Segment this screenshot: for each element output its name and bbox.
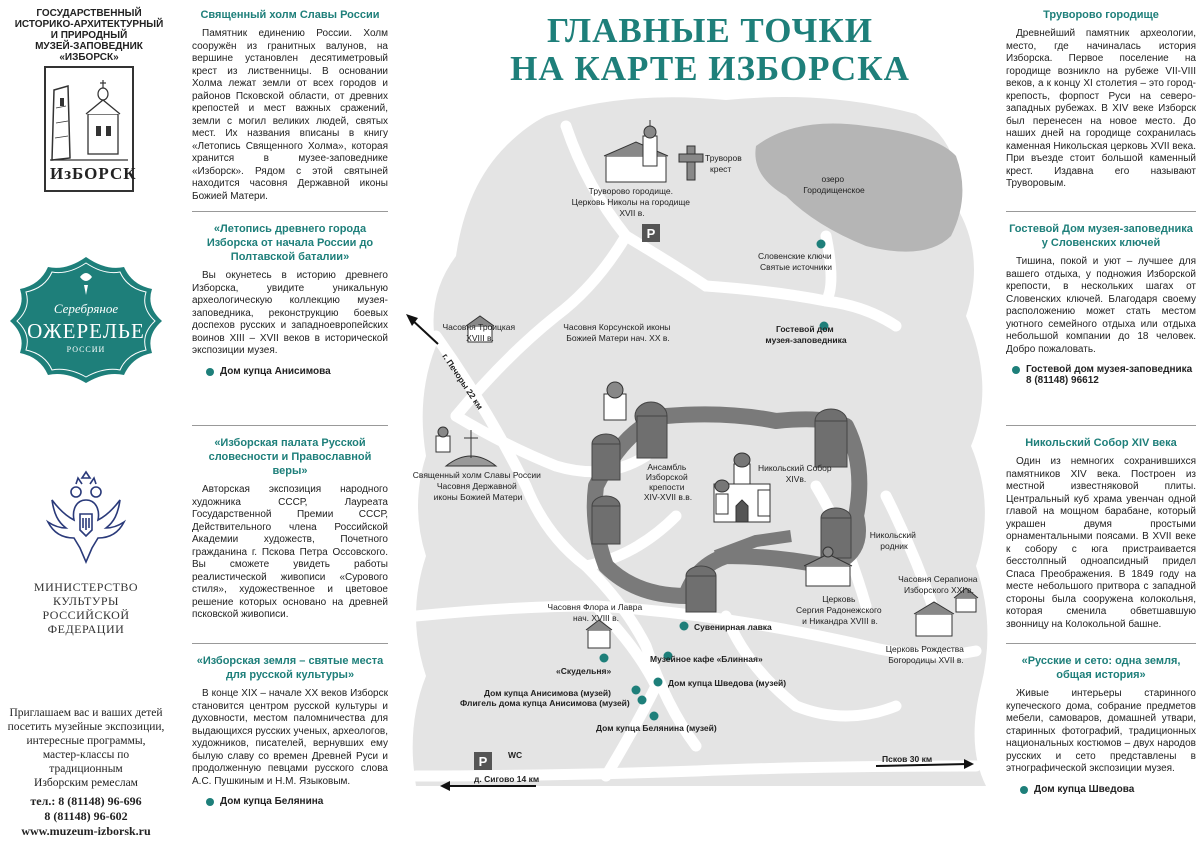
izborsk-logo (44, 66, 137, 192)
necklace-line3: РОССИИ (66, 345, 106, 354)
left-column (0, 0, 172, 846)
korsunskaya-chapel-icon (604, 382, 626, 420)
necklace-line1: Серебряное (53, 301, 119, 316)
section-title: «Изборская земля – святые места для русской культуры» (196, 655, 384, 681)
invite-line: Приглашаем вас и ваших детей (9, 707, 163, 719)
section-title: «Изборская палата Русской словесности и Православной веры» (208, 437, 372, 477)
location-name: Дом купца Белянина (220, 796, 324, 807)
marker-anisimova (632, 686, 641, 695)
necklace-line2: ОЖЕРЕЛЬЕ (27, 319, 145, 343)
label-flora: Часовня Флора и Лавра нач. XVIII в. (547, 602, 643, 623)
museum-header-line: ИСТОРИКО-АРХИТЕКТУРНЫЙ (14, 19, 164, 30)
section-body: Древнейший памятник археологии, место, где начиналась история Изборска. Первое поселение на городище возникло на рубеже VII-VIII веков, а к концу XI столетия – это город-крепость, форпост Руси на северо-западных рубежах. В XIV веке Изборск был перенесен на новое место. До наших дней на городище сохранилась каменная Никольская церковь XVII века. При въезде стоит большой каменный крест. Издавна его называют Труворовым. (1006, 28, 1196, 189)
label-holm: Священный холм Славы России Часовня Державной иконы Божией Матери (412, 470, 541, 502)
section-title: «Русские и сето: одна земля, общая история» (1021, 655, 1181, 681)
divider (1006, 425, 1196, 426)
location-bullet (192, 796, 388, 807)
phone-2[interactable]: 8 (81148) 96-602 (44, 809, 128, 823)
location-bullet (192, 366, 388, 377)
label-sergiya: Церковь Сергия Радонежского и Никандра XVIII в. (795, 594, 882, 626)
section-truvorovo (1006, 8, 1196, 191)
section-letopis (192, 222, 388, 377)
marker-suvenir (680, 622, 689, 631)
location-name: Дом купца Анисимова (220, 365, 331, 377)
section-title: «Летопись древнего города Изборска от начала России до Полтавской баталии» (206, 223, 374, 263)
divider (192, 211, 388, 212)
label-korsunskaya: Часовня Корсунской иконы Божией Матери нач. XX в. (563, 322, 671, 343)
parking-sign-top (642, 224, 660, 242)
location-dot-icon (1012, 366, 1020, 374)
section-holm (192, 8, 388, 203)
section-body: Живые интерьеры старинного купеческого дома, собрание предметов мебели, самоваров, домашней утвари, старинных фотографий, традиционных национальных костюмов – двух народов русских и сето представлены в этнографической экспозиции музея. (1006, 688, 1196, 774)
label-rozhdestva: Церковь Рождества Богородицы XVII в. (885, 644, 964, 665)
divider (192, 643, 388, 644)
contacts (6, 794, 166, 839)
label-nikolsky-rodnik: Никольский родник (869, 530, 916, 551)
section-nikolsky (1006, 436, 1196, 631)
arrow-pechory (406, 314, 438, 344)
label-nikolsky-sobor: Никольский Собор XIVв. (757, 463, 832, 484)
section-title: Священный холм Славы России (200, 9, 380, 21)
guest-house-name: Гостевой дом музея-заповедника (1026, 364, 1193, 375)
label-sigovo: д. Сигово 14 км (474, 774, 540, 784)
location-name: Дом купца Шведова (1034, 783, 1135, 795)
marker-skudelnya (600, 654, 609, 663)
invite-line: посетить музейные экспозиции, (7, 721, 165, 733)
label-wc: WC (508, 750, 523, 760)
label-skudelnya: «Скудельня» (556, 666, 612, 676)
museum-header-line: «ИЗБОРСК» (59, 52, 119, 63)
section-russkie-seto (1006, 654, 1196, 795)
label-fligel: Флигель дома купца Анисимова (музей) (460, 698, 630, 708)
label-ensemble: Ансамбль Изборской крепости XIV-XVII в.в. (643, 462, 693, 502)
section-zemlya (192, 654, 388, 807)
label-lake: озеро Городищенское (803, 174, 865, 195)
section-title: Труворово городище (1043, 9, 1159, 21)
label-guest-house: Гостевой дом музея-заповедника (765, 324, 847, 345)
ministry-line: МИНИСТЕРСТВО КУЛЬТУРЫ (33, 580, 139, 608)
marker-slovenskie (817, 240, 826, 249)
guest-house-phone[interactable]: 8 (81148) 96612 (1026, 375, 1099, 386)
label-cafe: Музейное кафе «Блинная» (650, 654, 763, 664)
museum-header (14, 8, 164, 63)
marker-fligel (638, 696, 647, 705)
label-suvenir: Сувенирная лавка (694, 622, 772, 632)
label-anisimova: Дом купца Анисимова (музей) (484, 688, 611, 698)
double-headed-eagle-icon (36, 470, 136, 570)
phone-1[interactable]: тел.: 8 (81148) 96-696 (30, 794, 142, 808)
label-troitskaya: Часовня Троицкая XVIII в. (442, 322, 516, 343)
invite-line: мастер-классы по традиционным (42, 749, 130, 775)
section-guest-house (1006, 222, 1196, 386)
invitation-text (6, 706, 166, 790)
label-belyanina: Дом купца Белянина (музей) (596, 723, 717, 733)
divider (1006, 643, 1196, 644)
section-body: Вы окунетесь в историю древнего Изборска, увидите уникальную археологическую коллекцию музея-заповедника, реконструкцию боевых доспехов русских и западноевропейских воинов XIII – XVII веков в исторической экспозиции музея. (192, 270, 388, 356)
label-shvedova: Дом купца Шведова (музей) (668, 678, 787, 688)
website-link[interactable]: www.muzeum-izborsk.ru (21, 824, 151, 838)
divider (1006, 211, 1196, 212)
museum-header-line: МУЗЕЙ-ЗАПОВЕДНИК (35, 41, 143, 52)
label-truvorovo: Труворово городище. Церковь Николы на городище XVII в. (571, 186, 690, 218)
silver-necklace-logo (6, 255, 166, 385)
section-body: Авторская экспозиция народного художника СССР, Лауреата Государственной Премии СССР, Действительного члена Российской Академии художеств, Почетного гражданина г. Пскова Петра Оссовского. Вы сможете увидеть работы реалистической живописи «Сурового стиля», художественное и цветовое решение которых основано на древней псковской живописи. (192, 484, 388, 620)
section-body: Один из немногих сохранившихся памятников XIV века. Построен из местной известняковой плиты. Центральный куб храма увенчан одной главой на мощном барабане, который украшен двумя простыми орнаментальными поясами. В XVII веке к собору с юга пристраивается бесстолпный одноапсидный придел Спаса Преображения. В 1849 году на месте небольшого притвора с западной стороны была сооружена колокольня, которая сменила обветшавшую звонницу на Колокольной башне. (1006, 456, 1196, 630)
section-palata (192, 436, 388, 622)
logo-text: ИзБОРСК (50, 164, 137, 183)
ministry-line: РОССИЙСКОЙ ФЕДЕРАЦИИ (42, 608, 130, 636)
section-body: Памятник единению России. Холм сооружён из гранитных валунов, на вершине установлен десятиметровый крест из лиственницы. В основании Холма лежат земли от всех городов и районов Псковской области, от древних крепостей и мест важных сражений, земли с могил великих людей, святых мест. Их названия вписаны в книгу «Летопись Священного Холма», которая хранится в музее-заповеднике «Изборск». Рядом с этой святыней находится часовня Державной иконы Божией Матери. (192, 28, 388, 202)
map-title-line2: НА КАРТЕ ИЗБОРСКА (510, 49, 910, 88)
invite-line: интересные программы, (26, 735, 146, 747)
location-dot-icon (1020, 786, 1028, 794)
marker-shvedova (654, 678, 663, 687)
svg-text:P: P (478, 754, 488, 769)
label-serapiona: Часовня Серапиона Изборского XXI в. (898, 574, 978, 595)
parking-sign-bottom (474, 752, 492, 770)
izborsk-map[interactable] (396, 86, 1000, 840)
location-bullet (1006, 784, 1196, 795)
section-body: Тишина, покой и уют – лучшее для вашего отдыха, у подножия Изборской крепости, в нескольких шагах от Словенских ключей. Благодаря своему расположению может стать местом уютного семейного отдыха или отдыха небольшой компании до 18 человек. Добро пожаловать. (1006, 256, 1196, 355)
label-pskov: Псков 30 км (882, 754, 933, 764)
location-dot-icon (206, 798, 214, 806)
section-body: В конце XIX – начале XX веков Изборск становится центром русской культуры и духовности, местом паломничества для выдающихся русских ученых, археологов, художников, писателей, вернувших ему былую славу со времен Древней Руси и продолженную певцами русского слова А.С. Пушкиным и Н.М. Языковым. (192, 688, 388, 787)
location-dot-icon (206, 368, 214, 376)
label-slovenskie: Словенские ключи Святые источники (757, 251, 832, 272)
right-column (1006, 0, 1196, 846)
label-truvorov-krest: Труворов крест (705, 153, 742, 174)
divider (192, 425, 388, 426)
marker-belyanina (650, 712, 659, 721)
label-pechory: г. Печоры 22 км (440, 351, 486, 412)
location-bullet (1006, 364, 1196, 386)
invite-line: Изборским ремеслам (34, 777, 138, 789)
map-title (480, 12, 940, 88)
ministry-caption (6, 580, 166, 636)
location-name (1026, 364, 1192, 386)
mid-column (192, 0, 388, 846)
museum-header-line: ГОСУДАРСТВЕННЫЙ (36, 8, 142, 19)
section-title: Никольский Собор XIV века (1025, 437, 1177, 449)
map-title-line1: ГЛАВНЫЕ ТОЧКИ (547, 11, 873, 50)
museum-header-line: И ПРИРОДНЫЙ (50, 30, 128, 41)
svg-text:P: P (646, 226, 656, 241)
section-title: Гостевой Дом музея-заповедника у Словенских ключей (1009, 223, 1193, 249)
